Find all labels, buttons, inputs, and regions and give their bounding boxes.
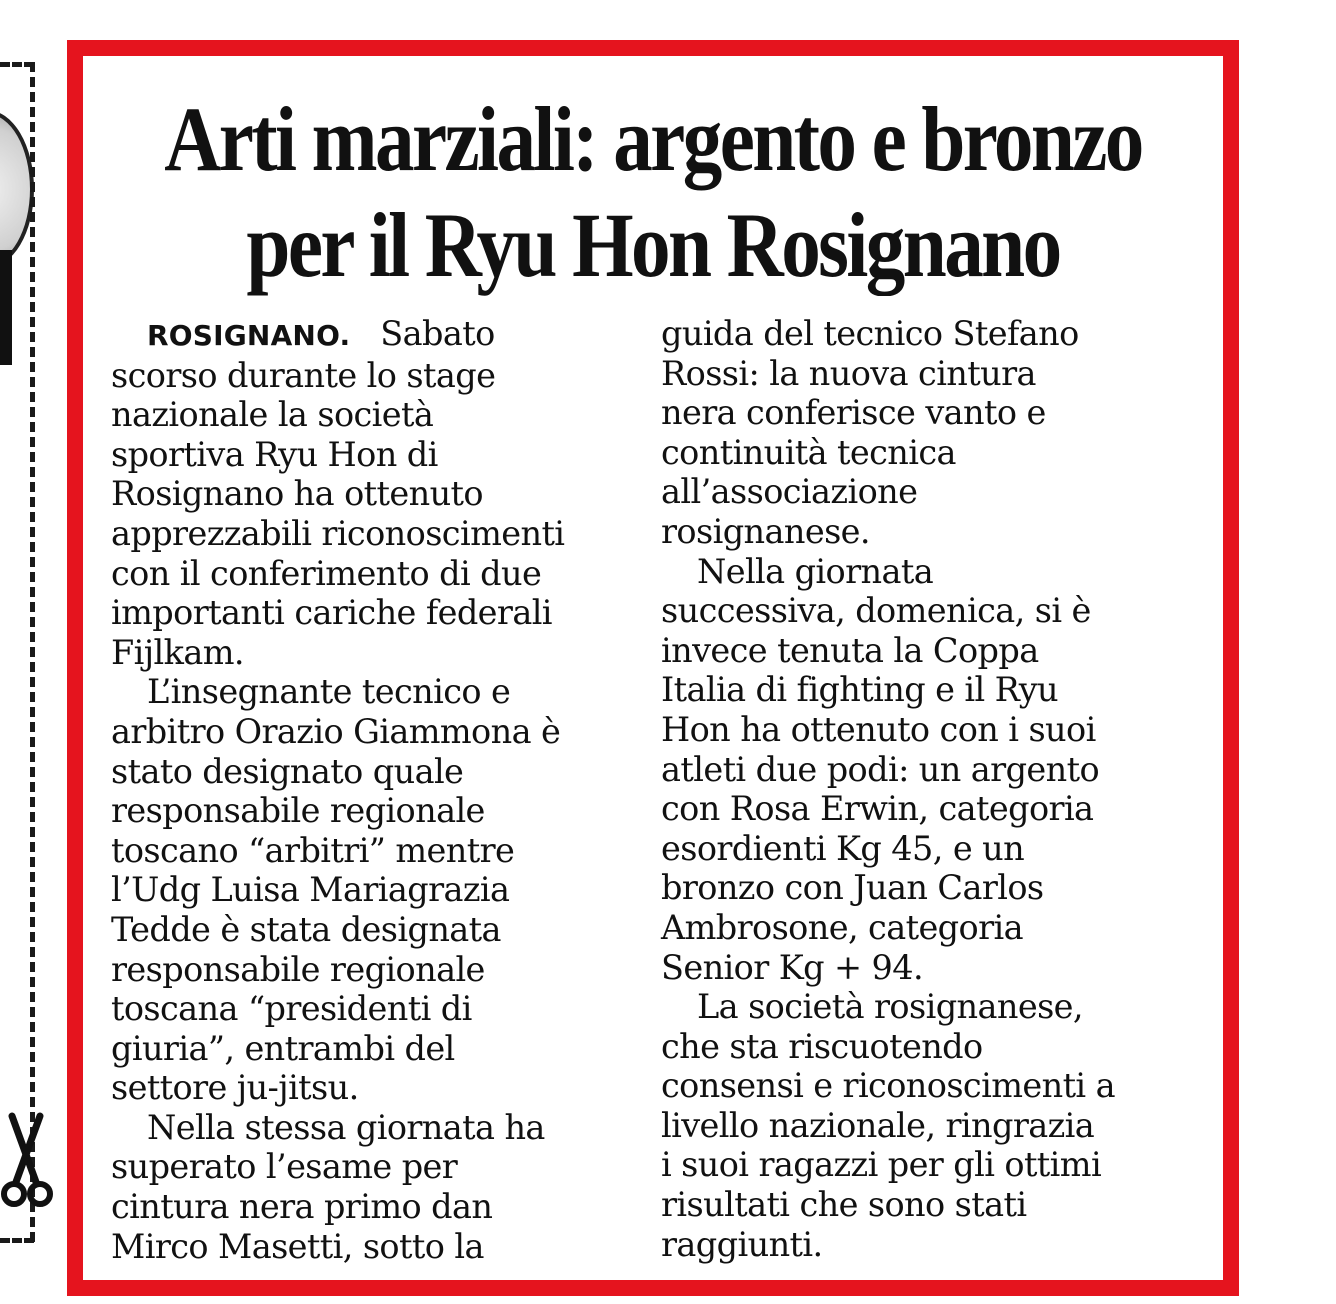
text-line: toscano “arbitri” mentre	[111, 830, 515, 870]
text-line: continuità tecnica	[661, 432, 956, 472]
text-line: rosignanese.	[661, 511, 870, 551]
text-line: Ambrosone, categoria	[661, 907, 1023, 947]
text-line: responsabile regionale	[111, 949, 485, 989]
neighbor-dark-fragment	[0, 250, 12, 365]
text-line: stato designato quale	[111, 751, 464, 791]
text-line: Tedde è stata designata	[111, 909, 501, 949]
text-line: livello nazionale, ringrazia	[661, 1105, 1095, 1145]
text-line: La società rosignanese,	[697, 987, 1083, 1027]
text-line: che sta riscuotendo	[661, 1026, 983, 1066]
headline-line: Arti marziali: argento e bronzo	[164, 88, 1142, 190]
paragraph	[661, 314, 1161, 552]
text-line: Mirco Masetti, sotto la	[111, 1226, 484, 1266]
text-line: con Rosa Erwin, categoria	[661, 789, 1094, 829]
text-line: toscana “presidenti di	[111, 989, 472, 1029]
article-frame	[67, 40, 1239, 1296]
text-line: risultati che sono stati	[661, 1185, 1027, 1225]
scissors-icon	[0, 1112, 56, 1212]
lead-paragraph	[111, 314, 611, 356]
text-line: Sabato	[380, 314, 495, 353]
adjacent-clipping-remnant	[0, 0, 60, 1304]
headline-line: per il Ryu Hon Rosignano	[246, 194, 1060, 296]
text-line: Senior Kg + 94.	[661, 947, 924, 987]
cut-line-top	[0, 62, 34, 67]
paragraph	[111, 672, 611, 1108]
article-column-right	[661, 314, 1161, 1264]
text-line: invece tenuta la Coppa	[661, 630, 1039, 670]
text-line: L’insegnante tecnico e	[147, 672, 511, 712]
dateline: ROSIGNANO.	[147, 319, 351, 352]
text-line: atleti due podi: un argento	[661, 749, 1100, 789]
paragraph	[111, 356, 611, 673]
text-line: Hon ha ottenuto con i suoi	[661, 709, 1096, 749]
text-line: importanti cariche federali	[111, 593, 552, 633]
text-line: raggiunti.	[661, 1224, 823, 1264]
text-line: Nella giornata	[697, 551, 934, 591]
text-line: esordienti Kg 45, e un	[661, 828, 1025, 868]
text-line: giuria”, entrambi del	[111, 1028, 455, 1068]
text-line: i suoi ragazzi per gli ottimi	[661, 1145, 1102, 1185]
text-line: Rossi: la nuova cintura	[661, 353, 1036, 393]
text-line: responsabile regionale	[111, 791, 485, 831]
text-line: l’Udg Luisa Mariagrazia	[111, 870, 510, 910]
article-column-left	[111, 314, 611, 1266]
text-line: scorso durante lo stage	[111, 355, 496, 395]
text-line: apprezzabili riconoscimenti	[111, 513, 565, 553]
text-line: Italia di fighting e il Ryu	[661, 670, 1058, 710]
text-line: arbitro Orazio Giammona è	[111, 711, 561, 751]
text-line: nera conferisce vanto e	[661, 393, 1046, 433]
paragraph	[111, 1108, 611, 1266]
paragraph	[661, 552, 1161, 988]
text-line: bronzo con Juan Carlos	[661, 868, 1044, 908]
text-line: consensi e riconoscimenti a	[661, 1066, 1115, 1106]
text-line: all’associazione	[661, 472, 918, 512]
text-line: Rosignano ha ottenuto	[111, 474, 483, 514]
text-line: nazionale la società	[111, 395, 434, 435]
text-line: cintura nera primo dan	[111, 1187, 493, 1227]
text-line: successiva, domenica, si è	[661, 591, 1091, 631]
neighbor-photo-fragment	[0, 110, 34, 268]
cut-line-bottom	[0, 1238, 34, 1243]
paragraph	[661, 987, 1161, 1264]
cut-line-dashed	[30, 62, 35, 1242]
text-line: guida del tecnico Stefano	[661, 314, 1079, 353]
text-line: Nella stessa giornata ha	[147, 1107, 545, 1147]
text-line: superato l’esame per	[111, 1147, 458, 1187]
article-headline	[163, 86, 1143, 298]
text-line: sportiva Ryu Hon di	[111, 434, 438, 474]
text-line: settore ju-jitsu.	[111, 1068, 359, 1108]
text-line: Fijlkam.	[111, 632, 244, 672]
text-line: con il conferimento di due	[111, 553, 542, 593]
